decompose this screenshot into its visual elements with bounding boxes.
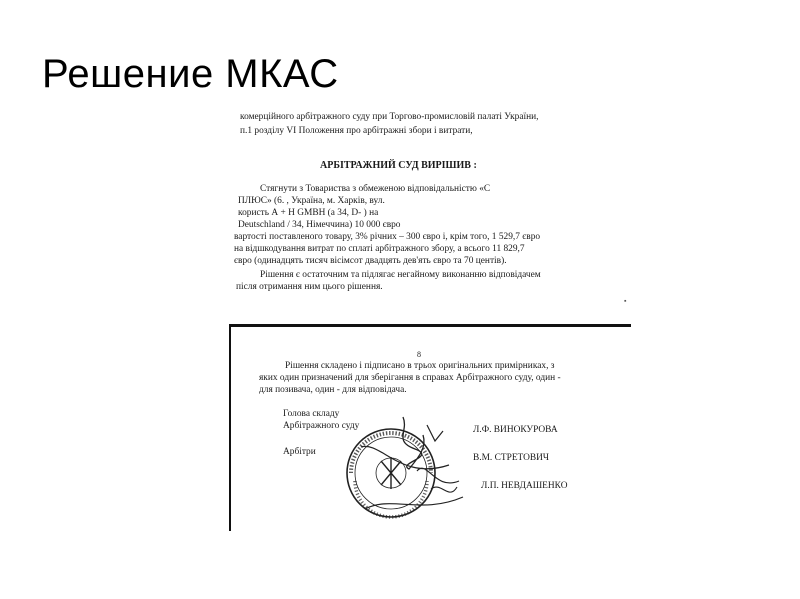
court-seal-icon [331,411,481,521]
doc-line: для позивача, один - для відповідача. [259,385,407,395]
arbiters-label: Арбітри [283,447,316,457]
document-scan-bottom [229,324,631,531]
doc-heading: АРБІТРАЖНИЙ СУД ВИРІШИВ : [320,160,477,171]
doc-line: після отримання ним цього рішення. [236,282,383,292]
doc-line: на відшкодування витрат по сплаті арбітражного збору, а всього 11 829,7 [234,244,525,254]
doc-line: ПЛЮС» (6. , Україна, м. Харків, вул. [238,196,385,206]
document-scan-top [232,112,568,302]
scan-edge-mark: ▪ [624,298,627,305]
chair-label-court: Арбітражного суду [283,421,360,431]
chair-label: Голова складу [283,409,340,419]
doc-line: п.1 розділу VI Положення про арбітражні збори і витрати, [240,126,473,136]
doc-line: користь А + Н GMBH (а 34, D- ) на [238,208,379,218]
signatory-name: Л.П. НЕВДАШЕНКО [481,481,568,491]
doc-line: Рішення є остаточним та підлягає негайному виконанню відповідачем [260,270,541,280]
signatory-name: Л.Ф. ВИНОКУРОВА [473,425,558,435]
doc-line: Стягнути з Товариства з обмеженою відповідальністю «С [260,184,491,194]
page-number: 8 [417,350,421,359]
doc-line: євро (одинадцять тисяч вісімсот двадцять дев'ять євро та 70 центів). [234,256,507,266]
signatory-name: В.М. СТРЕТОВИЧ [473,453,550,463]
doc-line: Рішення складено і підписано в трьох оригінальних примірниках, з [285,361,555,371]
slide-title: Решение МКАС [42,52,339,96]
doc-line: вартості поставленого товару, 3% річних – 300 євро і, крім того, 1 529,7 євро [234,232,541,242]
doc-line: яких один призначений для зберігання в справах Арбітражного суду, один - [259,373,561,383]
doc-line: комерційного арбітражного суду при Торгово-промисловій палаті України, [240,112,539,122]
doc-line: Deutschland / 34, Німеччина) 10 000 євро [238,220,401,230]
